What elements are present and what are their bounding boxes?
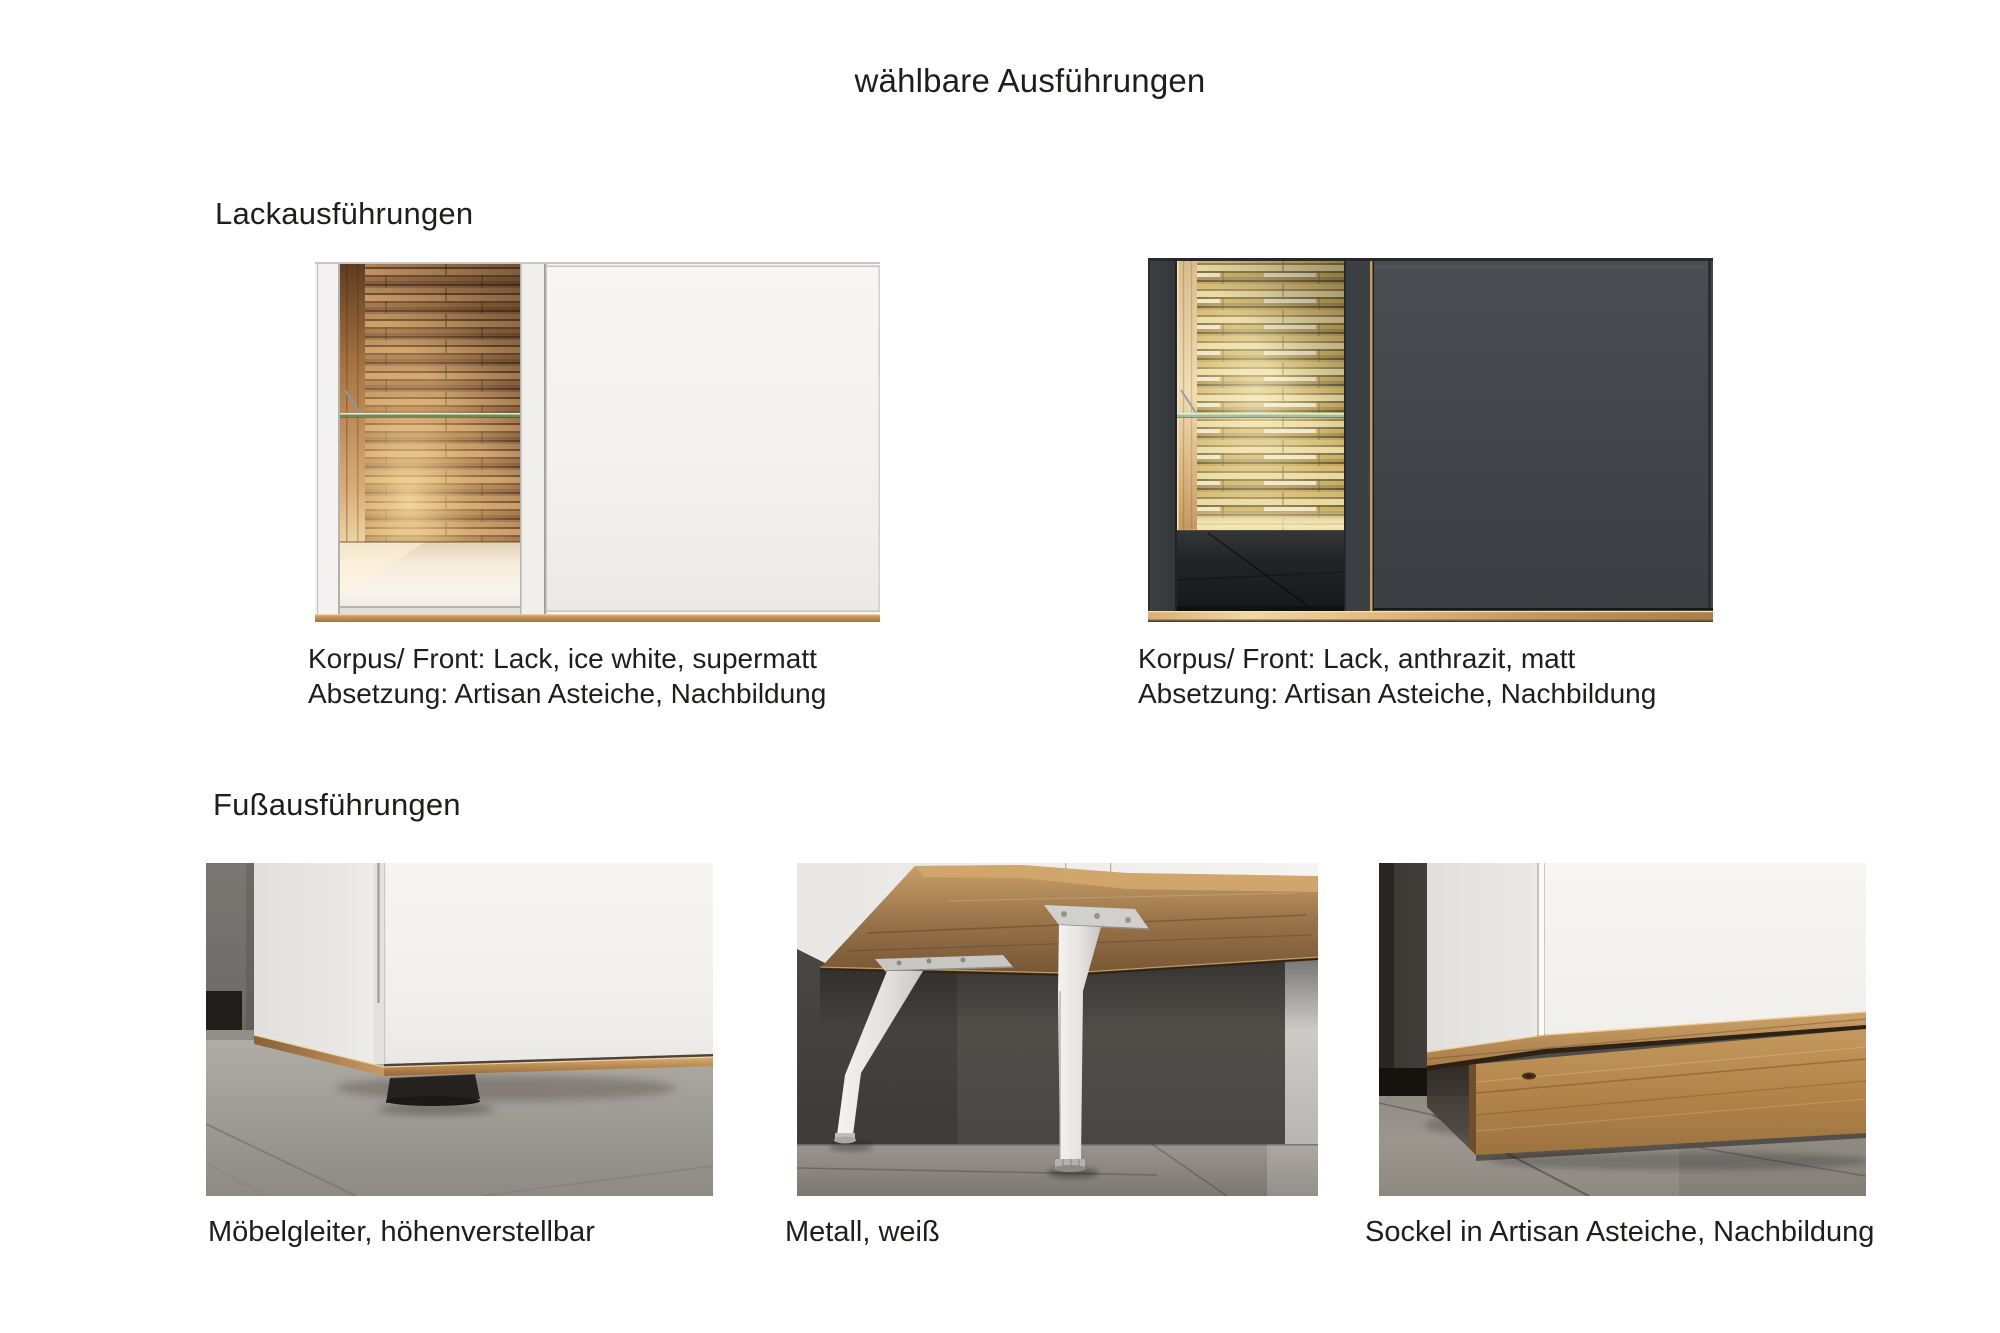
caption-lacquer-ice-white: [308, 641, 826, 711]
section-heading-feet: Fußausführungen: [213, 787, 461, 822]
caption-line: Absetzung: Artisan Asteiche, Nachbildung: [308, 678, 827, 709]
photo-foot-metal-white: [797, 863, 1318, 1196]
photo-lacquer-ice-white: [315, 262, 880, 622]
caption-foot-plinth: Sockel in Artisan Asteiche, Nachbildung: [1365, 1216, 1875, 1248]
caption-line: Absetzung: Artisan Asteiche, Nachbildung: [1138, 678, 1657, 709]
page-title: wählbare Ausführungen: [854, 62, 1206, 99]
photo-lacquer-anthracite: [1148, 258, 1713, 622]
oak-plinth-image: [1379, 863, 1866, 1196]
furniture-glide-image: [206, 863, 713, 1196]
caption-foot-glide: Möbelgleiter, höhenverstellbar: [208, 1216, 595, 1248]
sideboard-anthracite-image: [1148, 258, 1713, 622]
caption-lacquer-anthracite: [1138, 641, 1656, 711]
section-heading-lacquer: Lackausführungen: [215, 196, 474, 231]
sideboard-ice-white-image: [315, 262, 880, 622]
metal-leg-image: [797, 863, 1318, 1196]
photo-foot-plinth: [1379, 863, 1866, 1196]
caption-foot-metal: Metall, weiß: [785, 1216, 940, 1248]
photo-foot-glide: [206, 863, 713, 1196]
caption-line: Korpus/ Front: Lack, ice white, supermatt: [308, 643, 817, 674]
caption-line: Korpus/ Front: Lack, anthrazit, matt: [1138, 643, 1576, 674]
